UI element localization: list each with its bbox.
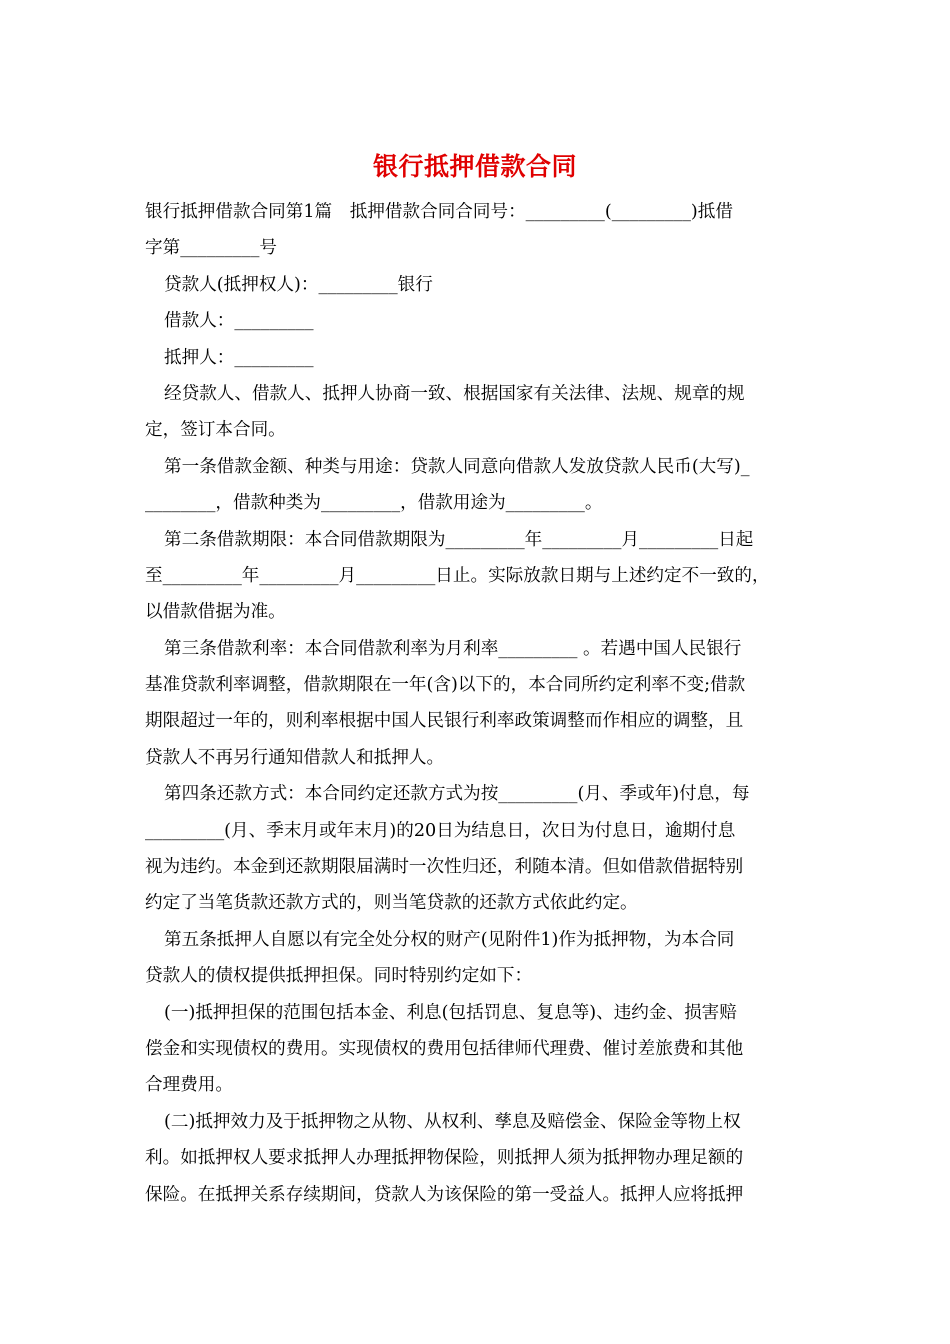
text-line: ________，借款种类为_________，借款用途为_________。 — [145, 493, 603, 514]
text-line: 合理费用。 — [145, 1075, 233, 1096]
text-line: 以借款借据为准。 — [145, 602, 286, 623]
text-line: 保险。在抵押关系存续期间，贷款人为该保险的第一受益人。抵押人应将抵押 — [145, 1184, 744, 1205]
text-line: 基准贷款利率调整，借款期限在一年(含)以下的，本合同所约定利率不变;借款 — [145, 675, 746, 696]
document-title: 银行抵押借款合同 — [372, 152, 577, 181]
text-line: 定，签订本合同。 — [145, 420, 286, 441]
text-line: 期限超过一年的，则利率根据中国人民银行利率政策调整而作相应的调整，且 — [145, 711, 744, 732]
text-line: 偿金和实现债权的费用。实现债权的费用包括律师代理费、催讨差旅费和其他 — [145, 1038, 744, 1059]
text-line: 贷款人的债权提供抵押担保。同时特别约定如下： — [145, 966, 533, 987]
text-line: 抵押人：_________ — [164, 347, 314, 368]
text-line: 利。如抵押权人要求抵押人办理抵押物保险，则抵押人须为抵押物办理足额的 — [145, 1148, 744, 1169]
text-line: 借款人：_________ — [164, 311, 314, 332]
text-line: 约定了当笔货款还款方式的，则当笔贷款的还款方式依此约定。 — [145, 893, 638, 914]
text-line: 至_________年_________月_________日止。实际放款日期与上述约定不一致的， — [145, 565, 770, 586]
text-line: _________(月、季末月或年末月)的20日为结息日，次日为付息日，逾期付息 — [145, 820, 736, 841]
text-line: 贷款人(抵押权人)：_________银行 — [164, 274, 433, 295]
text-line: 第二条借款期限：本合同借款期限为_________年_________月_________日起 — [164, 529, 754, 550]
text-line: 第一条借款金额、种类与用途：贷款人同意向借款人发放贷款人民币(大写)_ — [164, 456, 750, 477]
text-line: 贷款人不再另行通知借款人和抵押人。 — [145, 747, 445, 768]
text-line: (一)抵押担保的范围包括本金、利息(包括罚息、复息等)、违约金、损害赔 — [164, 1002, 737, 1023]
text-line: 第三条借款利率：本合同借款利率为月利率_________ 。若遇中国人民银行 — [164, 638, 742, 659]
text-line: 经贷款人、借款人、抵押人协商一致、根据国家有关法律、法规、规章的规 — [164, 383, 745, 404]
document-body — [145, 194, 815, 1213]
text-line: 字第_________号 — [145, 238, 277, 259]
text-line: 银行抵押借款合同第1篇 抵押借款合同合同号：_________(_________)抵借 — [145, 202, 733, 222]
text-line: 视为违约。本金到还款期限届满时一次性归还，利随本清。但如借款借据特别 — [145, 857, 744, 878]
text-line: (二)抵押效力及于抵押物之从物、从权利、孳息及赔偿金、保险金等物上权 — [164, 1111, 741, 1132]
text-line: 第四条还款方式：本合同约定还款方式为按_________(月、季或年)付息，每 — [164, 784, 750, 805]
text-line: 第五条抵押人自愿以有完全处分权的财产(见附件1)作为抵押物，为本合同 — [164, 929, 735, 950]
